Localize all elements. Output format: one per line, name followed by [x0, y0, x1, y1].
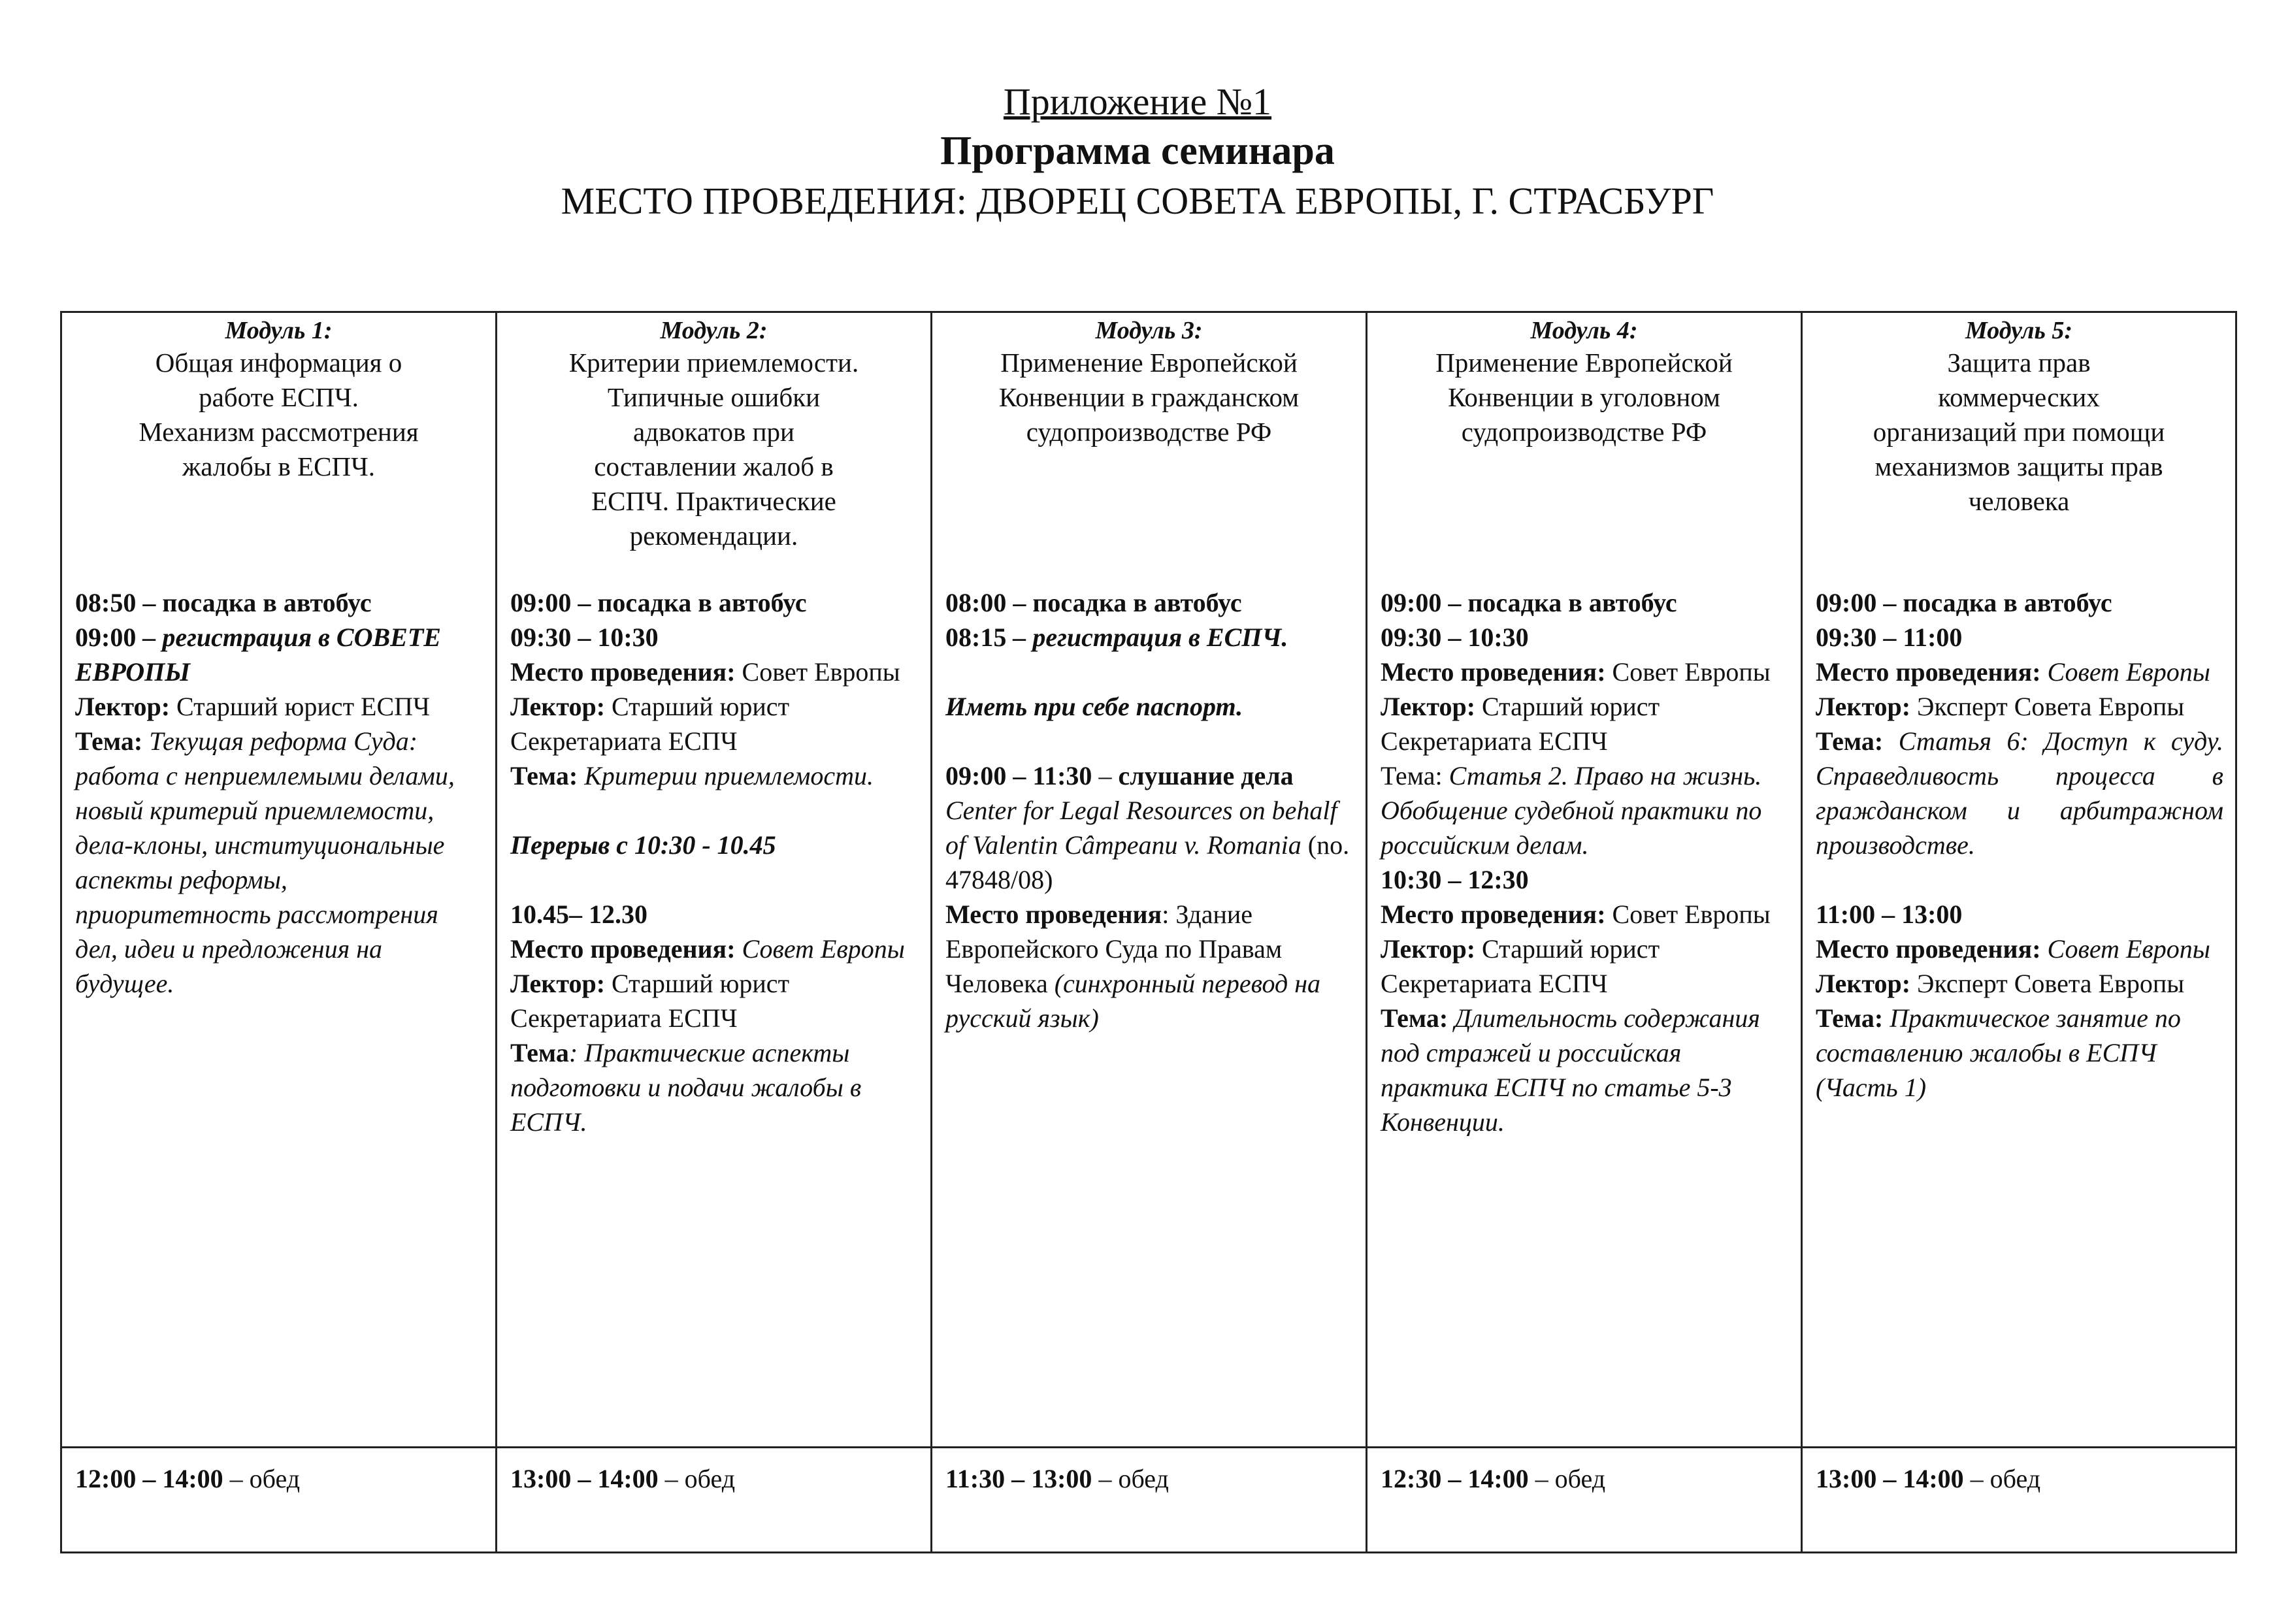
- topic-label: Тема:: [75, 726, 143, 756]
- lecturer-name: Старший юрист ЕСПЧ: [170, 692, 431, 721]
- place-line: [1816, 655, 2223, 689]
- lunch-line: [497, 1448, 930, 1496]
- topic-text: Статья 2. Право на жизнь. Обобщение судебной практики по российским делам.: [1381, 761, 1762, 860]
- module-title-line: ЕСПЧ. Практические: [591, 486, 836, 516]
- lecturer-line: [1816, 689, 2223, 724]
- topic-text: Текущая реформа Суда: работа с неприемлемыми делами, новый критерий приемлемости, дела-клоны, институциональные аспекты реформы, приоритетность рассмотрения дел, идеи и предложения на будущее.: [75, 726, 455, 998]
- module-title-line: Критерии приемлемости.: [568, 348, 859, 378]
- module-4-header: [1367, 313, 1801, 449]
- topic-text: Статья 6: Доступ к суду. Справедливость процесса в гражданском и арбитражном производстве.: [1816, 726, 2223, 860]
- lecturer-line: [1381, 932, 1789, 1001]
- module-5-lunch-cell: [1802, 1448, 2236, 1553]
- module-3-lunch-cell: [932, 1448, 1367, 1553]
- module-title-line: Конвенции в уголовном: [1448, 382, 1720, 412]
- lunch-text: – обед: [658, 1464, 736, 1493]
- topic-text: Практическое занятие по составлению жалобы в ЕСПЧ (Часть 1): [1816, 1003, 2181, 1102]
- lunch-line: [932, 1448, 1366, 1496]
- lunch-time: 12:00 – 14:00: [75, 1464, 223, 1493]
- module-5-cell: [1802, 312, 2236, 1448]
- module-3-body: [932, 585, 1366, 1035]
- lunch-text: – обед: [1528, 1464, 1606, 1493]
- module-2-body: [497, 585, 930, 1139]
- module-title-line: работе ЕСПЧ.: [199, 382, 359, 412]
- lunch-line: [1367, 1448, 1801, 1496]
- topic-label: Тема:: [1816, 1003, 1884, 1033]
- lecturer-name: Эксперт Совета Европы: [1910, 692, 2185, 721]
- module-label: Модуль 3:: [1095, 317, 1203, 344]
- lecturer-name: Старший юрист Секретариата ЕСПЧ: [510, 692, 790, 756]
- topic-text: Критерии приемлемости.: [578, 761, 874, 790]
- registration-text: – регистрация в СОВЕТЕ ЕВРОПЫ: [75, 623, 441, 687]
- module-title-line: судопроизводстве РФ: [1461, 417, 1707, 447]
- place-label: Место проведения:: [1816, 934, 2041, 964]
- place-text: Совет Европы: [1605, 900, 1771, 929]
- registration-line: [945, 620, 1354, 655]
- place-label: Место проведения: [945, 900, 1162, 929]
- lunch-time: 13:00 – 14:00: [1816, 1464, 1964, 1493]
- place-text: Совет Европы: [735, 657, 900, 687]
- topic-line: [1816, 724, 2223, 862]
- module-title-line: Применение Европейской: [1000, 348, 1298, 378]
- lecturer-line: [510, 966, 919, 1035]
- lecturer-label: Лектор:: [1816, 969, 1911, 998]
- lunch-time: 13:00 – 14:00: [510, 1464, 659, 1493]
- place-label: Место проведения:: [1816, 657, 2041, 687]
- case-title: Center for Legal Resources on behalf of Valentin Câmpeanu v. Romania: [945, 796, 1337, 860]
- session-2-time: 11:00 – 13:00: [1816, 900, 1963, 929]
- module-3-cell: [932, 312, 1367, 1448]
- topic-label: Тема:: [510, 761, 578, 790]
- session-2-time: 10:30 – 12:30: [1381, 865, 1529, 894]
- session-1-time: 09:30 – 10:30: [510, 623, 659, 652]
- place-line: [945, 897, 1354, 1035]
- place-line: [510, 932, 919, 966]
- module-title-line: Конвенции в гражданском: [998, 382, 1300, 412]
- seminar-schedule-table: [60, 311, 2237, 1553]
- session-1-time: 09:30 – 11:00: [1816, 623, 1963, 652]
- module-label: Модуль 1:: [225, 317, 333, 344]
- lunch-line: [1803, 1448, 2235, 1496]
- lecturer-line: [75, 689, 483, 724]
- module-1-header: [62, 313, 495, 484]
- lecturer-name: Старший юрист Секретариата ЕСПЧ: [510, 969, 790, 1033]
- place-text: Совет Европы: [2040, 934, 2210, 964]
- place-text: Совет Европы: [2040, 657, 2210, 687]
- module-title-line: Защита прав: [1947, 348, 2091, 378]
- topic-line: [1381, 758, 1789, 862]
- topic-text: Длительность содержания под стражей и российская практика ЕСПЧ по статье 5-3 Конвенции.: [1381, 1003, 1760, 1137]
- module-label: Модуль 5:: [1965, 317, 2072, 344]
- topic-line: [1816, 1001, 2223, 1105]
- module-4-lunch-cell: [1367, 1448, 1802, 1553]
- session-2-time: 10.45– 12.30: [510, 900, 647, 929]
- case-number: (no. 47848/08): [945, 830, 1350, 894]
- place-label: Место проведения:: [510, 934, 736, 964]
- hearing-time: 09:00 – 11:30: [945, 761, 1092, 790]
- lecturer-name: Эксперт Совета Европы: [1910, 969, 2185, 998]
- module-1-body: [62, 585, 495, 1001]
- lecturer-label: Лектор:: [1381, 934, 1476, 964]
- lecturer-label: Лектор:: [510, 969, 606, 998]
- module-2-cell: [497, 312, 932, 1448]
- venue-heading: МЕСТО ПРОВЕДЕНИЯ: ДВОРЕЦ СОВЕТА ЕВРОПЫ, Г. СТРАСБУРГ: [561, 180, 1714, 222]
- lecturer-line: [510, 689, 919, 758]
- lecturer-name: Старший юрист Секретариата ЕСПЧ: [1381, 934, 1660, 998]
- topic-line: [510, 758, 919, 793]
- place-line: [510, 655, 919, 689]
- registration-line: [75, 620, 483, 689]
- module-2-lunch-cell: [497, 1448, 932, 1553]
- passport-note: Иметь при себе паспорт.: [945, 692, 1243, 721]
- module-2-header: [497, 313, 930, 553]
- module-title-line: составлении жалоб в: [594, 451, 834, 481]
- translation-note: (синхронный перевод на русский язык): [945, 969, 1321, 1033]
- module-label: Модуль 2:: [660, 317, 768, 344]
- module-title-line: судопроизводстве РФ: [1026, 417, 1272, 447]
- lunch-row: [61, 1448, 2236, 1553]
- topic-text: : Практические аспекты подготовки и подачи жалобы в ЕСПЧ.: [510, 1038, 862, 1137]
- module-1-lunch-cell: [61, 1448, 497, 1553]
- topic-line: [510, 1035, 919, 1139]
- module-5-header: [1803, 313, 2235, 519]
- document-header: [0, 78, 2275, 226]
- lecturer-line: [1816, 966, 2223, 1001]
- module-title-line: механизмов защиты прав: [1874, 451, 2163, 481]
- break-line: Перерыв с 10:30 - 10.45: [510, 830, 776, 860]
- lecturer-name: Старший юрист Секретариата ЕСПЧ: [1381, 692, 1660, 756]
- lecturer-label: Лектор:: [75, 692, 171, 721]
- lecturer-label: Лектор:: [1381, 692, 1476, 721]
- module-4-cell: [1367, 312, 1802, 1448]
- module-4-body: [1367, 585, 1801, 1139]
- appendix-label: Приложение №1: [1003, 80, 1272, 123]
- module-title-line: жалобы в ЕСПЧ.: [182, 451, 375, 481]
- topic-line: [75, 724, 483, 1001]
- place-label: Место проведения:: [1381, 657, 1606, 687]
- place-line: [1816, 932, 2223, 966]
- place-line: [1381, 655, 1789, 689]
- boarding-time: 08:00 – посадка в автобус: [945, 588, 1242, 617]
- topic-label: Тема:: [1381, 1003, 1448, 1033]
- module-label: Модуль 4:: [1530, 317, 1638, 344]
- lunch-line: [62, 1448, 495, 1496]
- lecturer-label: Лектор:: [510, 692, 606, 721]
- boarding-time: 08:50 – посадка в автобус: [75, 588, 372, 617]
- topic-label: Тема:: [1381, 761, 1443, 790]
- lunch-time: 11:30 – 13:00: [945, 1464, 1092, 1493]
- boarding-time: 09:00 – посадка в автобус: [1816, 588, 2112, 617]
- registration-time: 09:00: [75, 623, 137, 652]
- place-line: [1381, 897, 1789, 932]
- topic-label: Тема: [510, 1038, 569, 1067]
- lecturer-label: Лектор:: [1816, 692, 1911, 721]
- module-title-line: Применение Европейской: [1435, 348, 1733, 378]
- topic-label: Тема:: [1816, 726, 1884, 756]
- hearing-dash: –: [1092, 761, 1119, 790]
- place-label: Место проведения:: [510, 657, 736, 687]
- place-text: : Здание Европейского Суда по Правам Человека: [945, 900, 1283, 998]
- lunch-text: – обед: [223, 1464, 301, 1493]
- topic-line: [1381, 1001, 1789, 1139]
- modules-row: [61, 312, 2236, 1448]
- session-1-time: 09:30 – 10:30: [1381, 623, 1529, 652]
- boarding-time: 09:00 – посадка в автобус: [510, 588, 807, 617]
- registration-time: 08:15: [945, 623, 1007, 652]
- place-text: Совет Европы: [735, 934, 905, 964]
- module-title-line: рекомендации.: [629, 521, 798, 551]
- module-title-line: Типичные ошибки: [607, 382, 821, 412]
- hearing-label: слушание дела: [1118, 761, 1294, 790]
- registration-text: – регистрация в ЕСПЧ.: [1006, 623, 1288, 652]
- module-3-header: [932, 313, 1366, 449]
- lunch-text: – обед: [1092, 1464, 1169, 1493]
- lunch-text: – обед: [1963, 1464, 2041, 1493]
- hearing-line: [945, 758, 1354, 793]
- boarding-time: 09:00 – посадка в автобус: [1381, 588, 1677, 617]
- module-1-cell: [61, 312, 497, 1448]
- module-title-line: коммерческих: [1938, 382, 2100, 412]
- place-text: Совет Европы: [1605, 657, 1771, 687]
- module-title-line: организаций при помощи: [1873, 417, 2165, 447]
- module-title-line: Механизм рассмотрения: [139, 417, 419, 447]
- lunch-time: 12:30 – 14:00: [1381, 1464, 1529, 1493]
- place-label: Место проведения:: [1381, 900, 1606, 929]
- module-5-body: [1803, 585, 2235, 1105]
- document-title: Программа семинара: [940, 129, 1335, 173]
- case-line: [945, 793, 1354, 897]
- module-title-line: Общая информация о: [155, 348, 402, 378]
- lecturer-line: [1381, 689, 1789, 758]
- module-title-line: человека: [1968, 486, 2070, 516]
- module-title-line: адвокатов при: [633, 417, 794, 447]
